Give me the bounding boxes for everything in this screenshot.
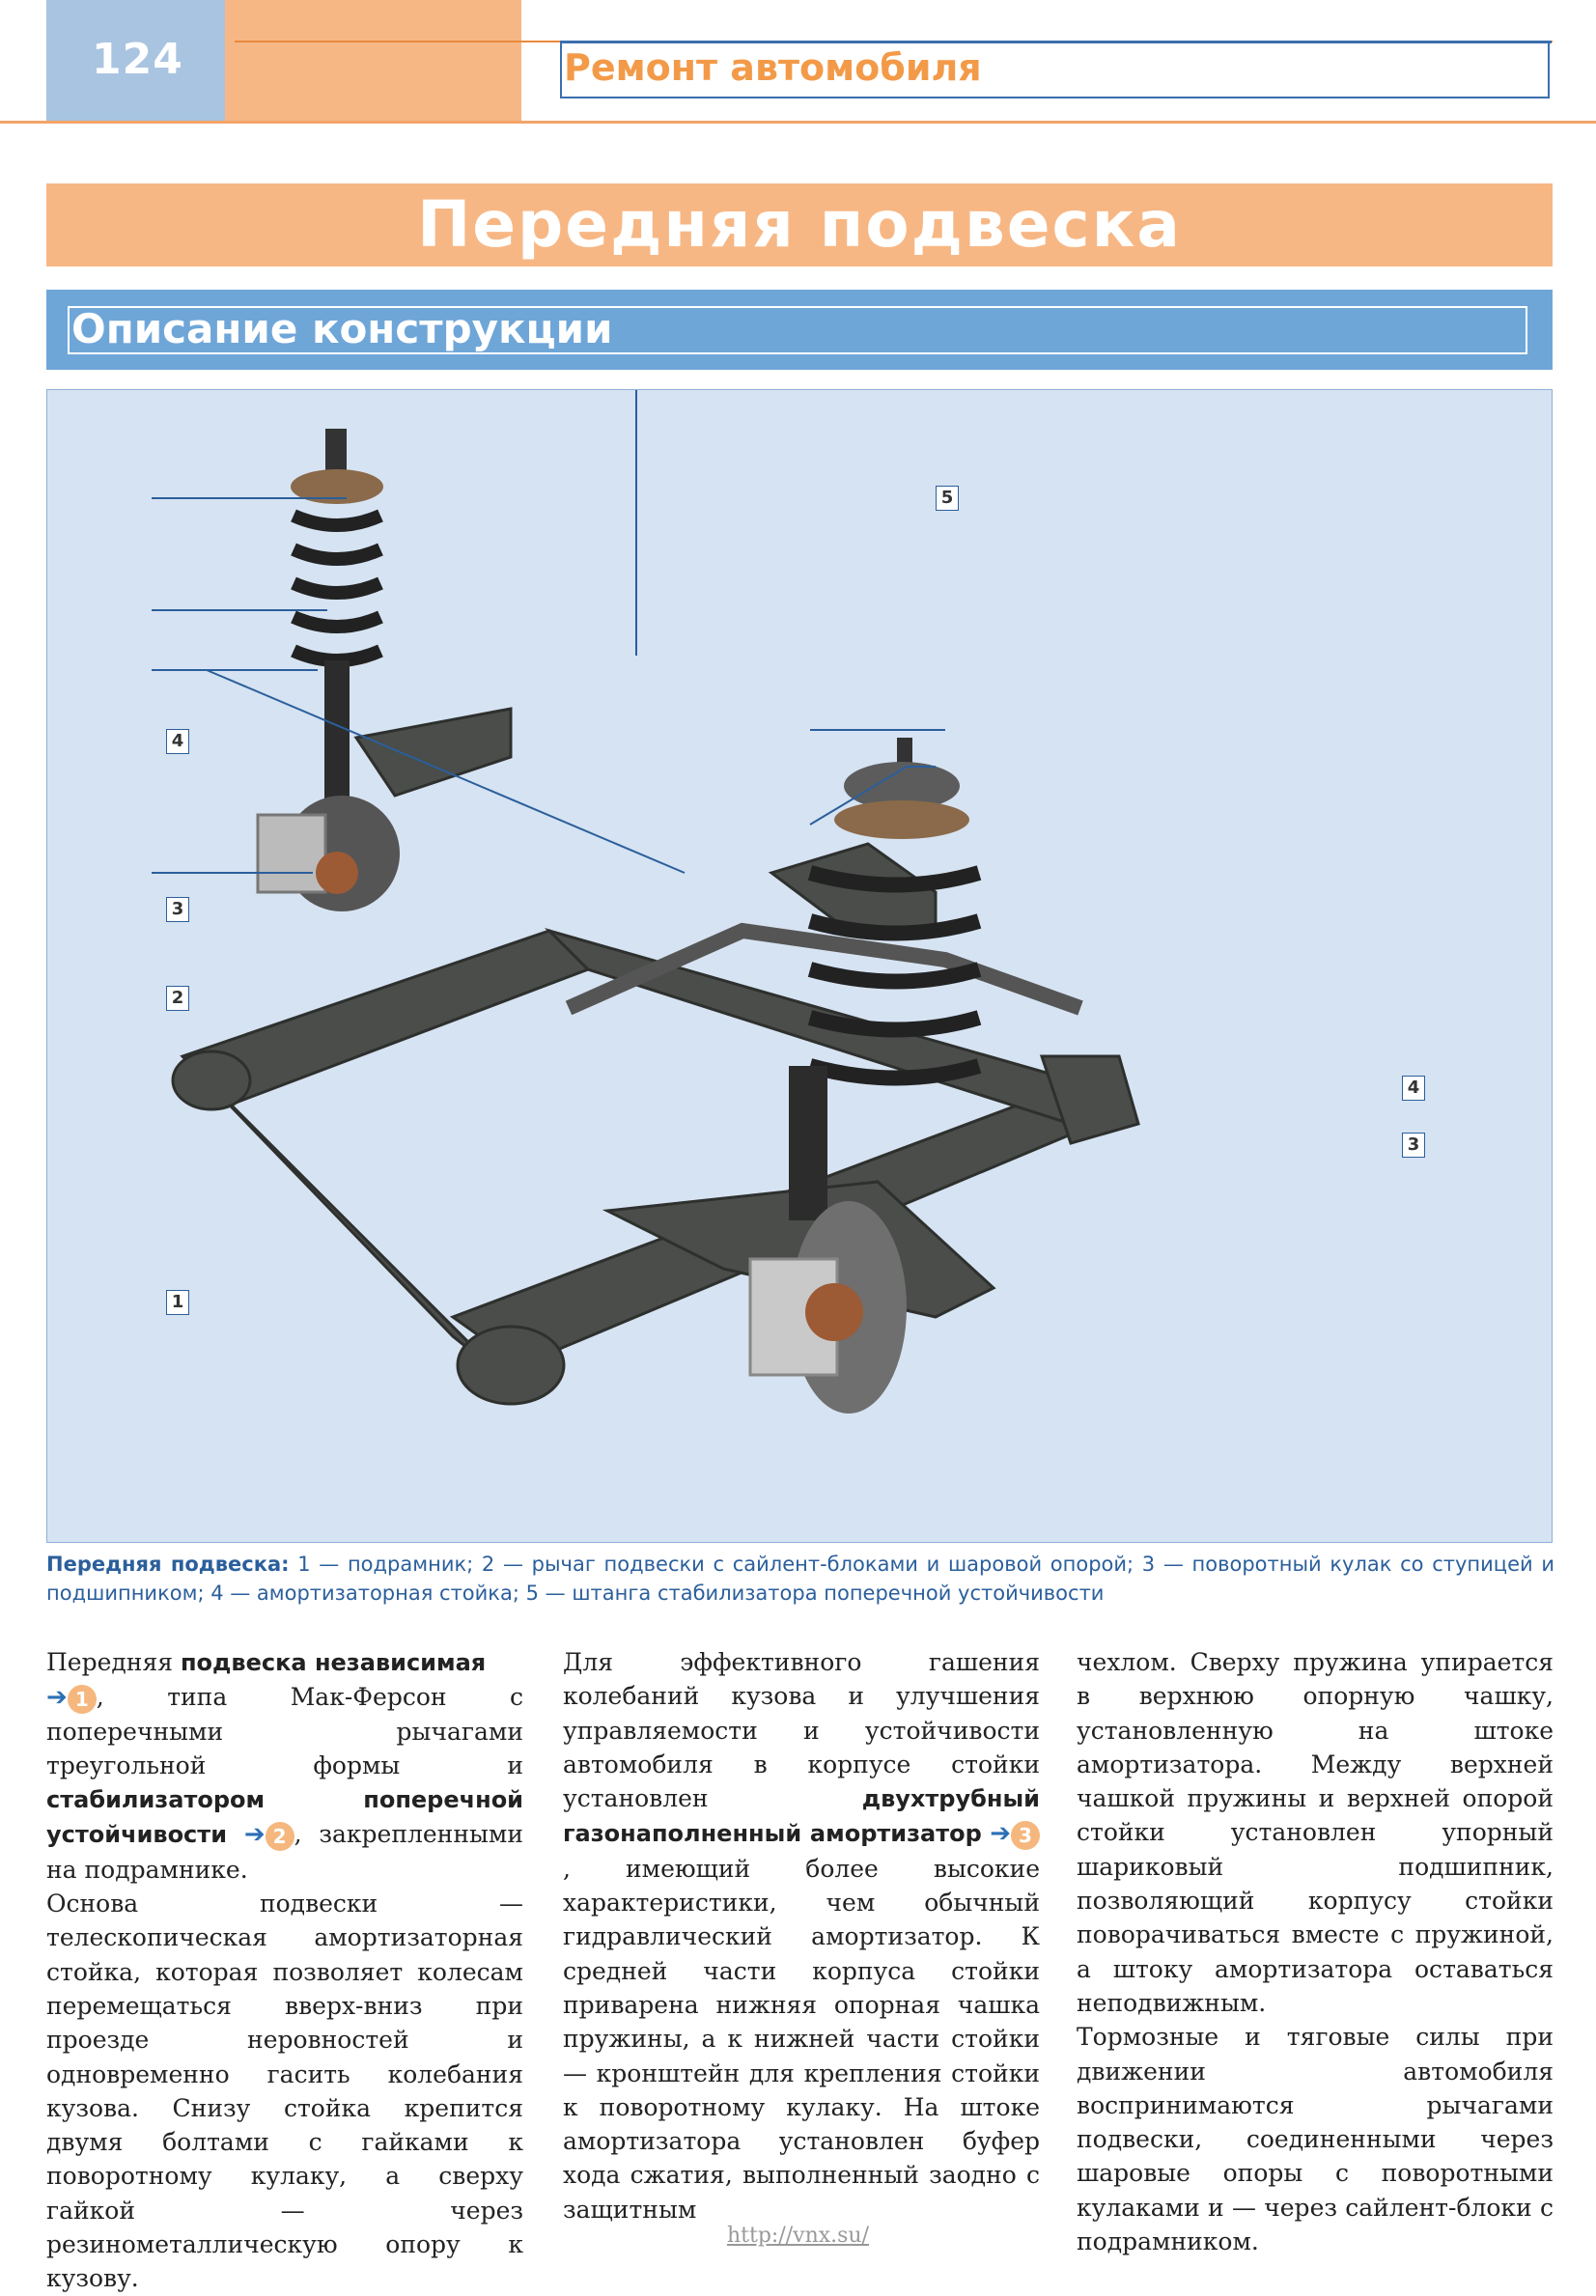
header-accent: [225, 0, 521, 121]
cross-reference-2[interactable]: [244, 1817, 294, 1851]
cross-reference-3[interactable]: [990, 1816, 1040, 1850]
section-banner: [46, 183, 1553, 266]
callout-2: 2: [166, 986, 189, 1011]
footer-link[interactable]: http://vnx.su/: [726, 2224, 870, 2248]
paragraph: Основа подвески — телескопическая амортизаторная стойка, которая позволяет колесам перемещаться вверх-вниз при проезде неровностей и одновременно гасить колебания кузова. Снизу стойка крепится двумя болтами с гайками к поворотному кулаку, а сверху гайкой — через резинометаллическую опору к кузову.: [46, 1890, 523, 2293]
callout-4-left: 4: [166, 729, 189, 754]
suspension-figure: [46, 389, 1553, 1543]
subsection-title: Описание конструкции: [71, 305, 613, 352]
callout-4-right: 4: [1402, 1076, 1425, 1101]
text-run: Для эффективного гашения колебаний кузова и улучшения управляемости и устойчивости автомобиля в корпусе стойки установлен: [563, 1648, 1040, 1813]
callout-5: 5: [936, 486, 959, 511]
paragraph: [563, 1645, 1040, 2226]
subframe-drawing: [173, 844, 1138, 1404]
suspension-illustration: [47, 390, 1554, 1544]
text-run: , имеющий более высокие характеристики, чем обычный гидравлический амортизатор. К средней части корпуса стойки приварена нижняя опорная чашка пружины, а к нижней части стойки — кронштейн для крепления стойки к поворотному кулаку. На штоке амортизатора установлен буфер хода сжатия, выполненный заодно с защитным: [563, 1854, 1040, 2224]
page-number: 124: [92, 35, 183, 84]
paragraph: Тормозные и тяговые силы при движении автомобиля воспринимаются рычагами подвески, соединенными через шаровые опоры с поворотными кулаками и — через сайлент-блоки с подрамником.: [1077, 2023, 1554, 2256]
arrow-right-icon: ➔: [243, 1820, 266, 1850]
bold-term: стабилизатором поперечной устойчивости: [46, 1786, 523, 1849]
text-column-2: [563, 1645, 1040, 2226]
arrow-right-icon: ➔: [990, 1819, 1012, 1849]
header-underline: [0, 121, 1596, 124]
leader-lines: [152, 390, 945, 873]
paragraph: [46, 1645, 523, 1887]
caption-lead: Передняя подвеска:: [46, 1553, 290, 1576]
reference-badge: 1: [68, 1685, 97, 1714]
reference-badge: 3: [1011, 1821, 1040, 1850]
callout-1: 1: [166, 1290, 189, 1315]
reference-badge: 2: [266, 1822, 294, 1851]
paragraph: чехлом. Сверху пружина упирается в верхнюю опорную чашку, установленную на штоке амортизатора. Между верхней чашкой пружины и верхней опорой стойки установлен упорный шариковый подшипник, позволяющий корпусу стойки поворачиваться вместе с пружиной, а штоку амортизатора оставаться неподвижным.: [1077, 1648, 1554, 2017]
text-run: Передняя: [46, 1648, 181, 1676]
running-title: Ремонт автомобиля: [564, 46, 982, 89]
left-lower-arm: [356, 709, 511, 796]
cross-reference-1[interactable]: [46, 1680, 97, 1714]
running-title-frame-top: [560, 41, 1552, 43]
text-column-1: [46, 1645, 523, 2296]
callout-3-left: 3: [166, 897, 189, 922]
bold-term: подвеска независимая: [180, 1649, 487, 1676]
bold-term: двухтрубный газонаполненный амортизатор: [563, 1785, 1040, 1848]
text-run: , закрепленными на подрамнике.: [46, 1820, 524, 1884]
arrow-right-icon: ➔: [46, 1683, 68, 1713]
caption-text: 1 — подрамник; 2 — рычаг подвески с сайлент-блоками и шаровой опорой; 3 — поворотный кулак со ступицей и подшипником; 4 — амортизаторная стойка; 5 — штанга стабилизатора поперечной устойчивости: [46, 1553, 1554, 1605]
section-title: Передняя подвеска: [417, 187, 1182, 262]
figure-caption: [46, 1550, 1554, 1608]
callout-3-right: 3: [1402, 1133, 1425, 1158]
text-run: , типа Мак-Ферсон с поперечными рычагами треугольной формы и: [46, 1683, 523, 1779]
text-column-3: [1077, 1645, 1554, 2258]
